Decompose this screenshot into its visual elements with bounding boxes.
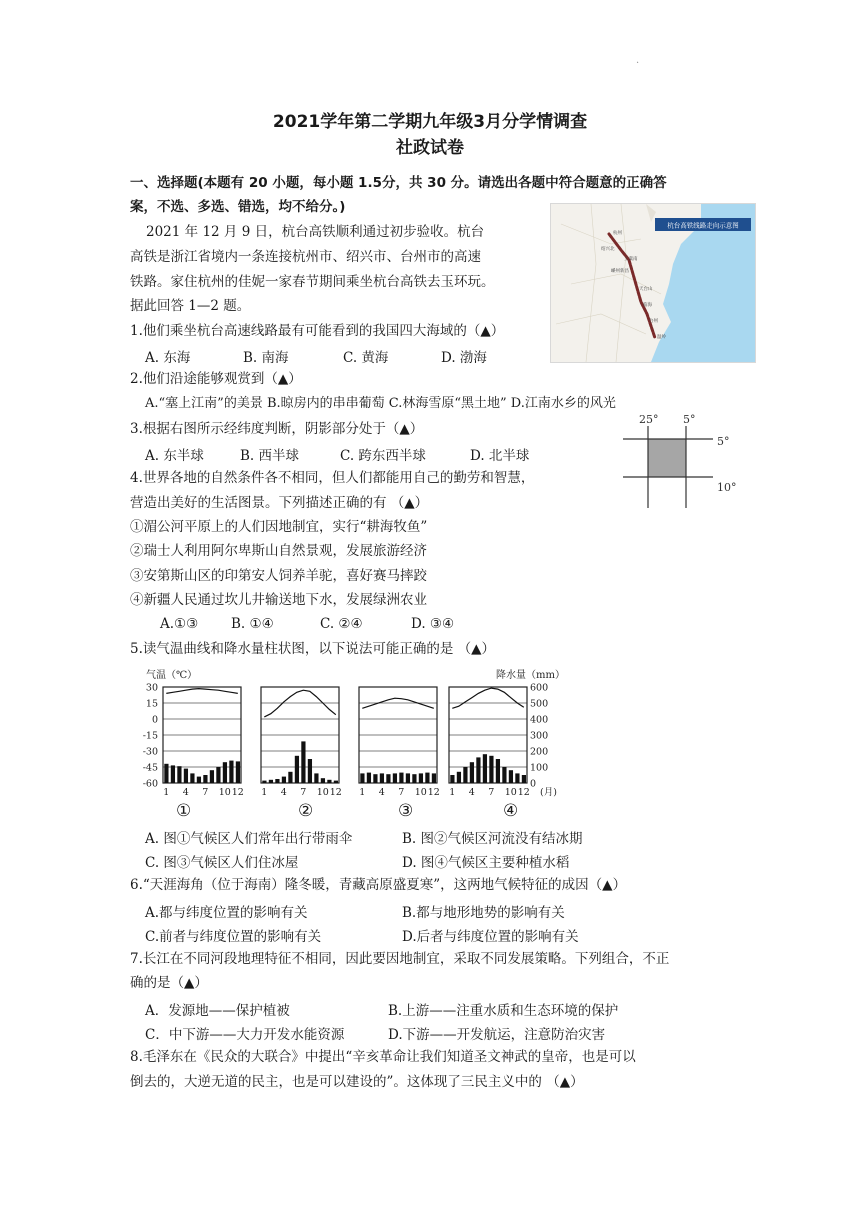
q4-item: ②瑞士人利用阿尔卑斯山自然景观，发展旅游经济: [130, 543, 427, 559]
precip-bar: [419, 773, 423, 783]
month-tick-label: 1: [359, 787, 366, 798]
passage-line: 高铁是浙江省境内一条连接杭州市、绍兴市、台州市的高速: [130, 249, 481, 265]
precip-tick-label: 300: [530, 730, 549, 742]
rail-route-map: [550, 203, 756, 363]
svg-text:台州: 台州: [649, 319, 658, 324]
q7-option-a: A．发源地——保护植被: [145, 1003, 290, 1019]
precip-bar: [301, 741, 305, 783]
month-tick-label: 10: [504, 787, 517, 798]
q3-option-c: C. 跨东西半球: [340, 448, 426, 464]
q6-option-c: C.前者与纬度位置的影响有关: [145, 929, 322, 945]
precip-bar: [425, 773, 429, 783]
precip-bar: [203, 775, 207, 783]
precip-bar: [171, 765, 175, 783]
q4-option-c: C. ②④: [320, 616, 363, 632]
precip-bar: [509, 770, 513, 783]
chart-label-3: ③: [398, 801, 414, 821]
svg-text:临海: 临海: [643, 303, 652, 308]
month-tick-label: 4: [182, 787, 189, 798]
precip-bar: [229, 761, 233, 783]
precip-bar: [210, 770, 214, 783]
q5-stem: 5.读气温曲线和降水量柱状图，以下说法可能正确的是 （▲）: [130, 641, 496, 657]
precip-bar: [502, 767, 506, 783]
q1-option-b: B. 南海: [243, 350, 289, 366]
q3-option-a: A. 东半球: [145, 448, 204, 464]
precip-bar: [412, 774, 416, 783]
month-tick-label: 7: [300, 787, 307, 798]
precip-bar: [483, 754, 487, 783]
grid-top-label: 25°: [639, 413, 659, 426]
month-tick-label: 7: [202, 787, 209, 798]
precip-bar: [164, 764, 168, 783]
precip-tick-label: 100: [530, 762, 549, 774]
grid-right-label: 10°: [717, 481, 737, 494]
precip-bar: [216, 767, 220, 783]
q4-stem: 4.世界各地的自然条件各不相同，但人们都能用自己的勤劳和智慧，: [130, 470, 535, 486]
precipitation-axis-title: 降水量（mm）: [496, 670, 565, 681]
latlon-grid-figure: [617, 412, 757, 514]
passage-line: 据此回答 1—2 题。: [130, 298, 251, 314]
month-tick-label: 7: [488, 787, 495, 798]
section-heading-cont: 案，不选、多选、错选，均不给分。): [130, 199, 346, 215]
q2-stem: 2.他们沿途能够观赏到（▲）: [130, 371, 302, 387]
q5-option-d: D. 图④气候区主要种植水稻: [402, 855, 570, 871]
precip-bar: [262, 781, 266, 783]
precip-bar: [184, 769, 188, 783]
q3-option-b: B. 西半球: [240, 448, 300, 464]
passage-line: 铁路。家住杭州的佳妮一家春节期间乘坐杭台高铁去玉环玩。: [130, 274, 495, 290]
month-tick-label: 12: [517, 787, 530, 798]
precip-tick-label: 200: [530, 746, 549, 758]
precip-bar: [177, 766, 181, 783]
month-tick-label: 1: [261, 787, 268, 798]
precip-bar: [327, 780, 331, 783]
precip-bar: [476, 757, 480, 783]
q6-option-b: B.都与地形地势的影响有关: [402, 905, 565, 921]
precip-bar: [457, 772, 461, 783]
q4-option-d: D. ③④: [411, 616, 455, 632]
temp-tick-label: -30: [142, 746, 158, 758]
q7-option-c: C．中下游——大力开发水能资源: [145, 1027, 345, 1043]
svg-text:上虞南: 上虞南: [624, 257, 638, 262]
precip-bar: [393, 773, 397, 783]
month-tick-label: 1: [449, 787, 456, 798]
precip-bar: [515, 773, 519, 783]
svg-text:温岭: 温岭: [657, 335, 666, 340]
precip-bar: [470, 762, 474, 783]
precip-bar: [282, 777, 286, 783]
month-tick-label: 4: [280, 787, 287, 798]
month-tick-label: 10: [414, 787, 427, 798]
precip-bar: [275, 779, 279, 783]
q4-item: ③安第斯山区的印第安人饲养羊驼，喜好赛马摔跤: [130, 568, 427, 584]
precip-bar: [190, 773, 194, 783]
q6-option-d: D.后者与纬度位置的影响有关: [402, 929, 579, 945]
precip-bar: [489, 756, 493, 783]
temp-tick-label: 15: [145, 698, 158, 710]
month-tick-label: 7: [398, 787, 405, 798]
precip-tick-label: 400: [530, 714, 549, 726]
precip-tick-label: 500: [530, 698, 549, 710]
precip-bar: [223, 762, 227, 783]
precip-bar: [463, 767, 467, 783]
svg-text:嵊州新昌: 嵊州新昌: [611, 269, 629, 274]
svg-text:绍兴北: 绍兴北: [601, 247, 615, 252]
chart-label-2: ②: [298, 801, 314, 821]
precip-bar: [496, 759, 500, 783]
precip-bar: [308, 759, 312, 783]
chart-label-1: ①: [176, 801, 192, 821]
month-tick-label: 4: [468, 787, 475, 798]
grid-right-label: 5°: [717, 435, 730, 448]
section-heading: 一、选择题(本题有 20 小题，每小题 1.5分，共 30 分。请选出各题中符合题意的正确答: [130, 175, 667, 191]
temp-tick-label: -60: [142, 778, 158, 790]
q7-option-d: D.下游——开发航运，注意防治灾害: [388, 1027, 606, 1043]
temperature-line: [166, 689, 238, 694]
temp-tick-label: 0: [151, 714, 158, 726]
passage-line: 2021 年 12 月 9 日，杭台高铁顺利通过初步验收。杭台: [146, 224, 485, 240]
precip-bar: [360, 773, 364, 783]
q5-option-a: A. 图①气候区人们常年出行带雨伞: [145, 831, 353, 847]
q8-stem: 8.毛泽东在《民众的大联合》中提出“辛亥革命让我们知道圣文神武的皇帝，也是可以: [130, 1049, 636, 1065]
month-tick-label: 4: [378, 787, 385, 798]
temp-tick-label: -45: [142, 762, 158, 774]
q3-option-d: D. 北半球: [470, 448, 530, 464]
precip-bar: [406, 773, 410, 783]
precip-bar: [450, 775, 454, 783]
corner-mark: ·: [636, 58, 640, 69]
month-tick-label: 10: [218, 787, 231, 798]
climate-charts: [130, 666, 590, 802]
q1-option-c: C. 黄海: [343, 350, 389, 366]
precip-bar: [321, 778, 325, 783]
q4-item: ④新疆人民通过坎儿井输送地下水，发展绿洲农业: [130, 592, 427, 608]
precip-bar: [399, 773, 403, 783]
q4-option-a: A.①③: [160, 616, 199, 632]
q6-stem: 6.“天涯海角（位于海南）隆冬暖，青藏高原盛夏寒”，这两地气候特征的成因（▲）: [130, 877, 627, 893]
q8-stem-cont: 倒去的，大逆无道的民主，也是可以建设的”。这体现了三民主义中的 （▲）: [130, 1074, 584, 1090]
precip-bar: [373, 774, 377, 783]
precip-tick-label: 0: [530, 778, 537, 790]
precip-bar: [334, 781, 338, 783]
svg-text:杭州: 杭州: [613, 231, 622, 236]
precip-bar: [314, 773, 318, 783]
q4-stem-cont: 营造出美好的生活图景。下列描述正确的有 （▲）: [130, 495, 429, 511]
temperature-line: [452, 688, 524, 708]
chart-label-4: ④: [503, 801, 519, 821]
q7-option-b: B.上游——注重水质和生态环境的保护: [388, 1003, 619, 1019]
month-tick-label: 12: [329, 787, 342, 798]
q5-option-c: C. 图③气候区人们住冰屋: [145, 855, 299, 871]
month-tick-label: 1: [163, 787, 170, 798]
precip-bar: [288, 772, 292, 783]
exam-subtitle: 社政试卷: [396, 138, 464, 158]
map-title: 杭台高铁线路走向示意图: [667, 221, 739, 230]
temp-tick-label: 30: [145, 682, 158, 694]
q1-option-a: A. 东海: [145, 350, 191, 366]
q4-option-b: B. ①④: [231, 616, 274, 632]
month-tick-label: 10: [316, 787, 329, 798]
precip-bar: [522, 775, 526, 783]
q4-item: ①湄公河平原上的人们因地制宜，实行“耕海牧鱼”: [130, 519, 428, 535]
q1-option-d: D. 渤海: [441, 350, 487, 366]
grid-top-label: 5°: [683, 413, 696, 426]
q3-stem: 3.根据右图所示经纬度判断，阴影部分处于（▲）: [130, 421, 424, 437]
precip-bar: [236, 761, 240, 783]
q6-option-a: A.都与纬度位置的影响有关: [145, 905, 308, 921]
month-tick-label: 12: [231, 787, 244, 798]
month-tick-label: 12: [427, 787, 440, 798]
svg-text:天台山: 天台山: [639, 287, 653, 292]
exam-title: 2021学年第二学期九年级3月分学情调查: [272, 112, 588, 132]
precip-bar: [367, 773, 371, 783]
month-unit-label: (月): [540, 787, 557, 798]
precip-bar: [386, 774, 390, 783]
q2-options: A.“塞上江南”的美景 B.晾房内的串串葡萄 C.林海雪原“黑土地” D.江南水乡的风光: [145, 396, 616, 411]
q1-stem: 1.他们乘坐杭台高速线路最有可能看到的我国四大海域的（▲）: [130, 323, 505, 339]
precip-bar: [295, 756, 299, 783]
precip-bar: [432, 773, 436, 783]
precip-tick-label: 600: [530, 682, 549, 694]
temperature-axis-title: 气温（℃）: [146, 670, 198, 681]
precip-bar: [269, 780, 273, 783]
q7-stem: 7.长江在不同河段地理特征不相同，因此要因地制宜，采取不同发展策略。下列组合，不正: [130, 951, 670, 967]
q5-option-b: B. 图②气候区河流没有结冰期: [402, 831, 583, 847]
precip-bar: [197, 777, 201, 783]
temperature-line: [264, 690, 336, 717]
temp-tick-label: -15: [142, 730, 158, 742]
q7-stem-cont: 确的是（▲）: [130, 975, 208, 991]
precip-bar: [380, 773, 384, 783]
